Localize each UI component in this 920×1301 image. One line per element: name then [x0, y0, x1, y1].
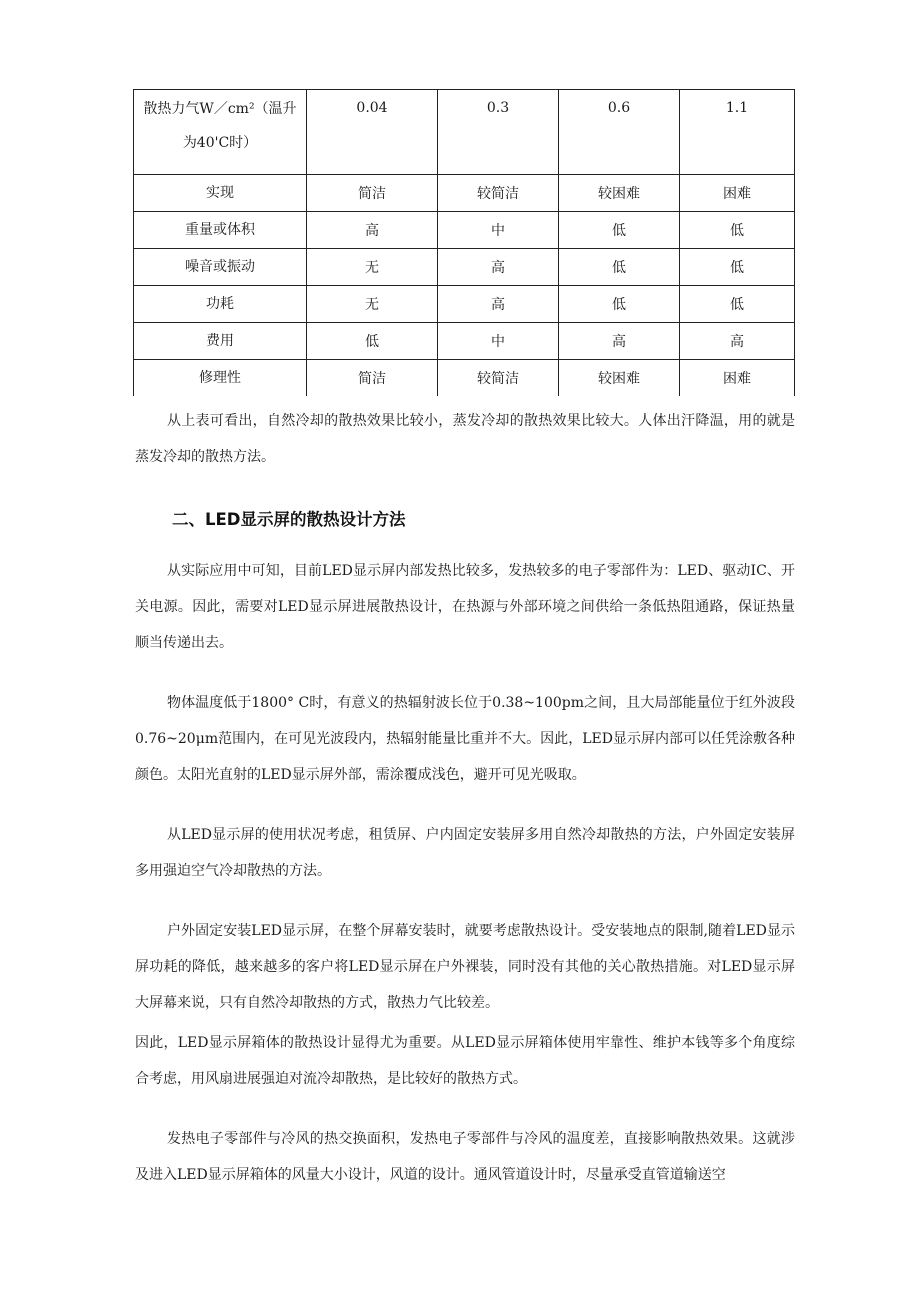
table-cell: 低	[559, 249, 680, 286]
table-cell: 无	[307, 249, 438, 286]
table-row	[134, 175, 795, 212]
table-cell: 低	[680, 286, 795, 323]
table-cell: 简洁	[307, 175, 438, 212]
table-cell: 中	[438, 212, 559, 249]
table-cell: 困难	[680, 360, 795, 397]
table-cell: 较困难	[559, 360, 680, 397]
paragraph-installation: 从LED显示屏的使用状况考虑，租赁屏、户内固定安装屏多用自然冷却散热的方法，户外固定安装屏多用强迫空气冷却散热的方法。	[135, 827, 795, 879]
table-cell: 较简洁	[438, 360, 559, 397]
table-row	[134, 323, 795, 360]
table-cell: 低	[680, 212, 795, 249]
paragraph-conclusion: 从上表可看出，自然冷却的散热效果比较小，蒸发冷却的散热效果比较大。人体出汗降温，用的就是蒸发冷却的散热方法。	[135, 413, 795, 465]
table-cell: 高	[559, 323, 680, 360]
table-cell: 简洁	[307, 360, 438, 397]
paragraph-radiation: 物体温度低于1800° C时，有意义的热辐射波长位于0.38~100pm之间，且大局部能量位于红外波段0.76~20μm范围内，在可见光波段内，热辐射能量比重并不大。因此，LED显示屏内部可以任凭涂敷各种颜色。太阳光直射的LED显示屏外部，需涂覆成浅色，避开可见光吸取。	[135, 695, 795, 783]
table-row	[134, 212, 795, 249]
table-cell: 中	[438, 323, 559, 360]
table-cell: 高	[307, 212, 438, 249]
paragraph-cabinet: 因此，LED显示屏箱体的散热设计显得尤为重要。从LED显示屏箱体使用牢靠性、维护本钱等多个角度综合考虑，用风扇进展强迫对流冷却散热，是比较好的散热方式。	[135, 1035, 795, 1087]
row-label-cell: 修理性	[134, 360, 307, 397]
table-cell: 低	[559, 212, 680, 249]
paragraph-outdoor: 户外固定安装LED显示屏，在整个屏幕安装时，就要考虑散热设计。受安装地点的限制,随着LED显示屏功耗的降低，越来越多的客户将LED显示屏在户外裸装，同时没有其他的关心散热措施。对LED显示屏大屏幕来说，只有自然冷却散热的方式，散热力气比较差。	[135, 923, 795, 1011]
table-cell: 低	[680, 249, 795, 286]
row-label-cell: 实现	[134, 175, 307, 212]
table-cell: 0.3	[438, 90, 559, 175]
row-label-line: 散热力气W／cm²（温升	[143, 101, 297, 117]
cooling-comparison-table	[133, 89, 795, 396]
row-label-line: 为40'C时）	[182, 135, 258, 151]
table-cell: 低	[307, 323, 438, 360]
table-cell: 0.6	[559, 90, 680, 175]
table-cell: 无	[307, 286, 438, 323]
row-label-cell	[134, 90, 307, 175]
row-label-cell: 噪音或振动	[134, 249, 307, 286]
table-cell: 较简洁	[438, 175, 559, 212]
table-cell: 1.1	[680, 90, 795, 175]
table-cell: 困难	[680, 175, 795, 212]
table-row	[134, 360, 795, 397]
table-row	[134, 249, 795, 286]
row-label-cell: 功耗	[134, 286, 307, 323]
row-label-cell: 重量或体积	[134, 212, 307, 249]
table-cell: 0.04	[307, 90, 438, 175]
table-cell: 高	[438, 249, 559, 286]
section-heading: 二、LED显示屏的散热设计方法	[172, 510, 406, 529]
paragraph-airflow: 发热电子零部件与冷风的热交换面积，发热电子零部件与冷风的温度差，直接影响散热效果。这就涉及进入LED显示屏箱体的风量大小设计，风道的设计。通风管道设计时，尽量承受直管道输送空	[135, 1131, 795, 1183]
table-row	[134, 286, 795, 323]
table-cell: 低	[559, 286, 680, 323]
table-cell: 高	[438, 286, 559, 323]
paragraph-heat-sources: 从实际应用中可知，目前LED显示屏内部发热比较多，发热较多的电子零部件为：LED、驱动IC、开关电源。因此，需要对LED显示屏进展散热设计，在热源与外部环境之间供给一条低热阻通路，保证热量顺当传递出去。	[135, 563, 795, 651]
row-label-cell: 费用	[134, 323, 307, 360]
table-row	[134, 90, 795, 175]
table-cell: 较困难	[559, 175, 680, 212]
table-cell: 高	[680, 323, 795, 360]
